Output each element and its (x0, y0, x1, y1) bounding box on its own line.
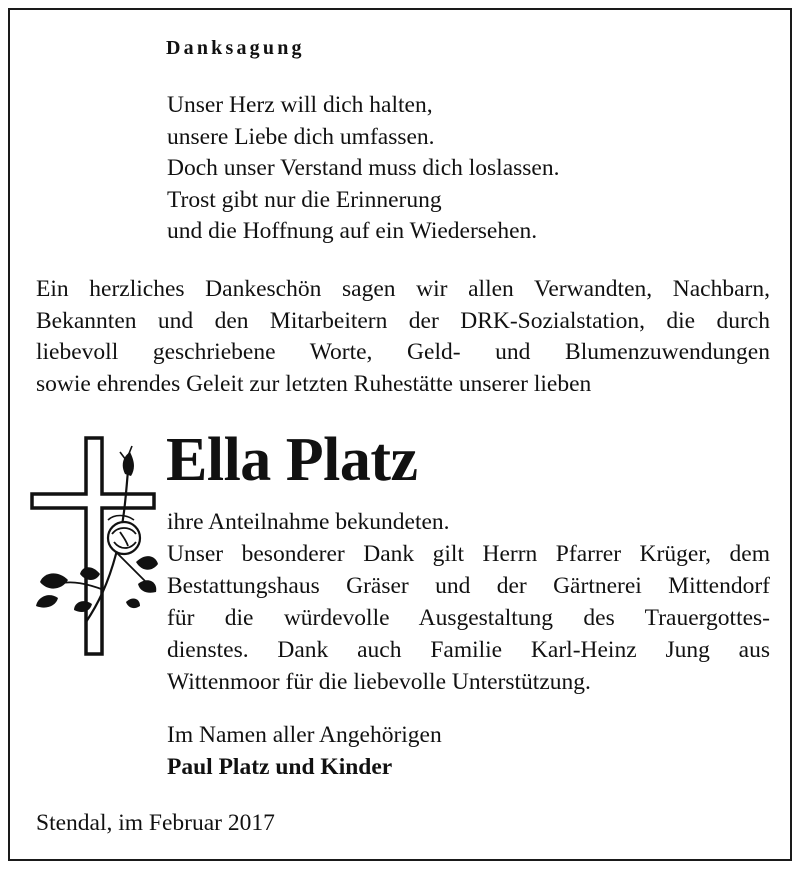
paragraph-line: Bestattungshaus Gräser und der Gärtnerei Mittendorf (167, 573, 770, 599)
paragraph-line: ihre Anteilnahme bekundeten. (167, 509, 450, 535)
paragraph-line: Wittenmoor für die liebevolle Unterstützung. (167, 669, 591, 695)
closing-block (167, 720, 442, 783)
poem-line: und die Hoffnung auf ein Wiedersehen. (167, 218, 538, 244)
paragraph-line: liebevoll geschriebene Worte, Geld- und Blumenzuwendungen (36, 339, 770, 365)
thanks-paragraph (36, 274, 770, 400)
poem-line: Unser Herz will dich halten, (167, 92, 433, 118)
poem-line: Doch unser Verstand muss dich loslassen. (167, 155, 560, 181)
gratitude-paragraph (167, 506, 770, 698)
paragraph-line: Ein herzliches Dankeschön sagen wir allen Verwandten, Nachbarn, (36, 276, 770, 302)
place-date: Stendal, im Februar 2017 (36, 810, 275, 836)
poem-line: unsere Liebe dich umfassen. (167, 123, 435, 150)
obituary-notice (8, 8, 792, 861)
notice-heading: Danksagung (166, 37, 305, 59)
deceased-name: Ella Platz (166, 426, 418, 494)
cross-with-rose-icon (28, 434, 158, 664)
paragraph-line: Unser besonderer Dank gilt Herrn Pfarrer Krüger, dem (167, 541, 770, 567)
paragraph-line: für die würdevolle Ausgestaltung des Trauergottes- (167, 605, 770, 631)
paragraph-line: sowie ehrendes Geleit zur letzten Ruhestätte unserer lieben (36, 370, 592, 397)
paragraph-line: dienstes. Dank auch Familie Karl-Heinz Jung aus (167, 637, 770, 663)
paragraph-line: Bekannten und den Mitarbeitern der DRK-Sozialstation, die durch (36, 307, 770, 334)
closing-line: Im Namen aller Angehörigen (167, 722, 442, 748)
signature: Paul Platz und Kinder (167, 753, 393, 780)
poem-line: Trost gibt nur die Erinnerung (167, 186, 442, 213)
poem (167, 90, 560, 248)
